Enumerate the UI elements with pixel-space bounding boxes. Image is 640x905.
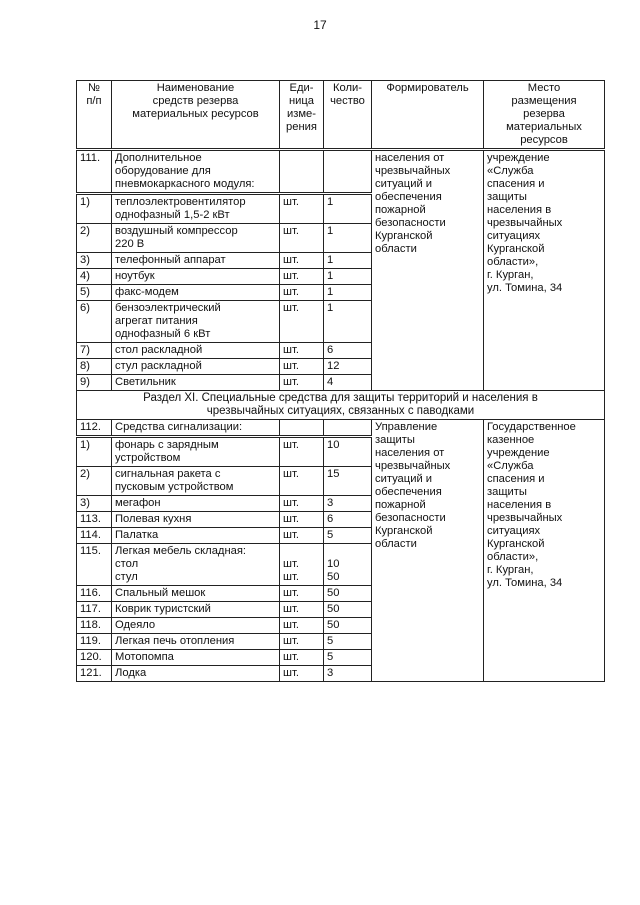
- row-qty: 3: [324, 666, 372, 682]
- row-unit: шт.: [280, 285, 324, 301]
- table-row: [77, 150, 605, 194]
- row-unit: [280, 420, 324, 437]
- row-name: Полевая кухня: [112, 512, 280, 528]
- table-body-block-1: [77, 150, 605, 391]
- row-number: 2): [77, 224, 112, 253]
- row-qty: 15: [324, 467, 372, 496]
- placement-cell: Государственное казенное учреждение «Служба спасения и защиты населения в чрезвычайных ситуациях Курганской области», г. Курган, ул. Томина, 34: [484, 420, 605, 682]
- row-name: факс-модем: [112, 285, 280, 301]
- row-unit: шт.: [280, 301, 324, 343]
- row-unit: шт.: [280, 269, 324, 285]
- row-number: 113.: [77, 512, 112, 528]
- page-number: 17: [313, 18, 327, 32]
- header-former: Формирователь: [372, 81, 484, 150]
- row-unit: шт. шт.: [280, 544, 324, 586]
- row-number: 116.: [77, 586, 112, 602]
- row-number: 111.: [77, 150, 112, 194]
- row-name: Лодка: [112, 666, 280, 682]
- row-number: 117.: [77, 602, 112, 618]
- section-title: Раздел XI. Специальные средства для защиты территорий и населения в чрезвычайных ситуациях, связанных с паводками: [77, 391, 605, 420]
- row-name: фонарь с зарядным устройством: [112, 437, 280, 467]
- row-name: Одеяло: [112, 618, 280, 634]
- row-number: 5): [77, 285, 112, 301]
- header-num: № п/п: [77, 81, 112, 150]
- row-number: 3): [77, 253, 112, 269]
- row-name: бензоэлектрический агрегат питания однофазный 6 кВт: [112, 301, 280, 343]
- row-unit: шт.: [280, 586, 324, 602]
- row-number: 1): [77, 437, 112, 467]
- row-name: Спальный мешок: [112, 586, 280, 602]
- row-qty: 10: [324, 437, 372, 467]
- row-qty: 5: [324, 528, 372, 544]
- row-number: 120.: [77, 650, 112, 666]
- row-unit: шт.: [280, 602, 324, 618]
- row-name: воздушный компрессор 220 В: [112, 224, 280, 253]
- row-unit: шт.: [280, 618, 324, 634]
- row-name: Коврик туристский: [112, 602, 280, 618]
- row-qty: [324, 420, 372, 437]
- row-name: теплоэлектровентилятор однофазный 1,5-2 кВт: [112, 194, 280, 224]
- header-name: Наименование средств резерва материальных ресурсов: [112, 81, 280, 150]
- table-body-block-2: [77, 420, 605, 682]
- section-row-group: [77, 391, 605, 420]
- row-unit: шт.: [280, 194, 324, 224]
- row-unit: шт.: [280, 437, 324, 467]
- row-unit: шт.: [280, 359, 324, 375]
- placement-cell: учреждение «Служба спасения и защиты населения в чрезвычайных ситуациях Курганской области», г. Курган, ул. Томина, 34: [484, 150, 605, 391]
- row-name: Легкая печь отопления: [112, 634, 280, 650]
- row-unit: шт.: [280, 467, 324, 496]
- former-cell: Управление защиты населения от чрезвычайных ситуаций и обеспечения пожарной безопасности Курганской области: [372, 420, 484, 682]
- row-unit: шт.: [280, 512, 324, 528]
- row-qty: 1: [324, 269, 372, 285]
- row-qty: 50: [324, 618, 372, 634]
- row-qty: 6: [324, 512, 372, 528]
- row-unit: шт.: [280, 528, 324, 544]
- row-name: Дополнительное оборудование для пневмокаркасного модуля:: [112, 150, 280, 194]
- row-qty: 50: [324, 602, 372, 618]
- row-qty: 1: [324, 194, 372, 224]
- row-qty: 12: [324, 359, 372, 375]
- row-unit: шт.: [280, 650, 324, 666]
- row-number: 9): [77, 375, 112, 391]
- row-qty: 1: [324, 285, 372, 301]
- row-number: 118.: [77, 618, 112, 634]
- header-place: Место размещения резерва материальных ресурсов: [484, 81, 605, 150]
- row-number: 119.: [77, 634, 112, 650]
- row-qty: [324, 150, 372, 194]
- row-name: стол раскладной: [112, 343, 280, 359]
- row-number: 7): [77, 343, 112, 359]
- row-qty: 3: [324, 496, 372, 512]
- row-name: Легкая мебель складная: стол стул: [112, 544, 280, 586]
- row-number: 1): [77, 194, 112, 224]
- row-number: 2): [77, 467, 112, 496]
- row-name: Палатка: [112, 528, 280, 544]
- header-unit: Еди- ница изме- рения: [280, 81, 324, 150]
- row-unit: шт.: [280, 375, 324, 391]
- row-unit: шт.: [280, 496, 324, 512]
- row-unit: шт.: [280, 253, 324, 269]
- row-number: 115.: [77, 544, 112, 586]
- row-number: 6): [77, 301, 112, 343]
- row-number: 121.: [77, 666, 112, 682]
- row-number: 8): [77, 359, 112, 375]
- row-qty: 10 50: [324, 544, 372, 586]
- row-name: Мотопомпа: [112, 650, 280, 666]
- row-qty: 1: [324, 224, 372, 253]
- row-unit: шт.: [280, 634, 324, 650]
- row-number: 3): [77, 496, 112, 512]
- row-name: сигнальная ракета с пусковым устройством: [112, 467, 280, 496]
- row-unit: шт.: [280, 666, 324, 682]
- former-cell: населения от чрезвычайных ситуаций и обеспечения пожарной безопасности Курганской области: [372, 150, 484, 391]
- row-name: стул раскладной: [112, 359, 280, 375]
- row-qty: 1: [324, 301, 372, 343]
- row-qty: 4: [324, 375, 372, 391]
- row-qty: 50: [324, 586, 372, 602]
- table-header: [77, 81, 605, 150]
- row-qty: 5: [324, 634, 372, 650]
- row-name: Средства сигнализации:: [112, 420, 280, 437]
- row-qty: 6: [324, 343, 372, 359]
- row-qty: 1: [324, 253, 372, 269]
- row-number: 4): [77, 269, 112, 285]
- row-name: телефонный аппарат: [112, 253, 280, 269]
- resource-reserve-table: [76, 80, 605, 682]
- row-unit: шт.: [280, 343, 324, 359]
- row-qty: 5: [324, 650, 372, 666]
- table-row: [77, 420, 605, 437]
- row-unit: [280, 150, 324, 194]
- row-unit: шт.: [280, 224, 324, 253]
- header-qty: Коли- чество: [324, 81, 372, 150]
- row-number: 114.: [77, 528, 112, 544]
- row-number: 112.: [77, 420, 112, 437]
- row-name: ноутбук: [112, 269, 280, 285]
- row-name: мегафон: [112, 496, 280, 512]
- row-name: Светильник: [112, 375, 280, 391]
